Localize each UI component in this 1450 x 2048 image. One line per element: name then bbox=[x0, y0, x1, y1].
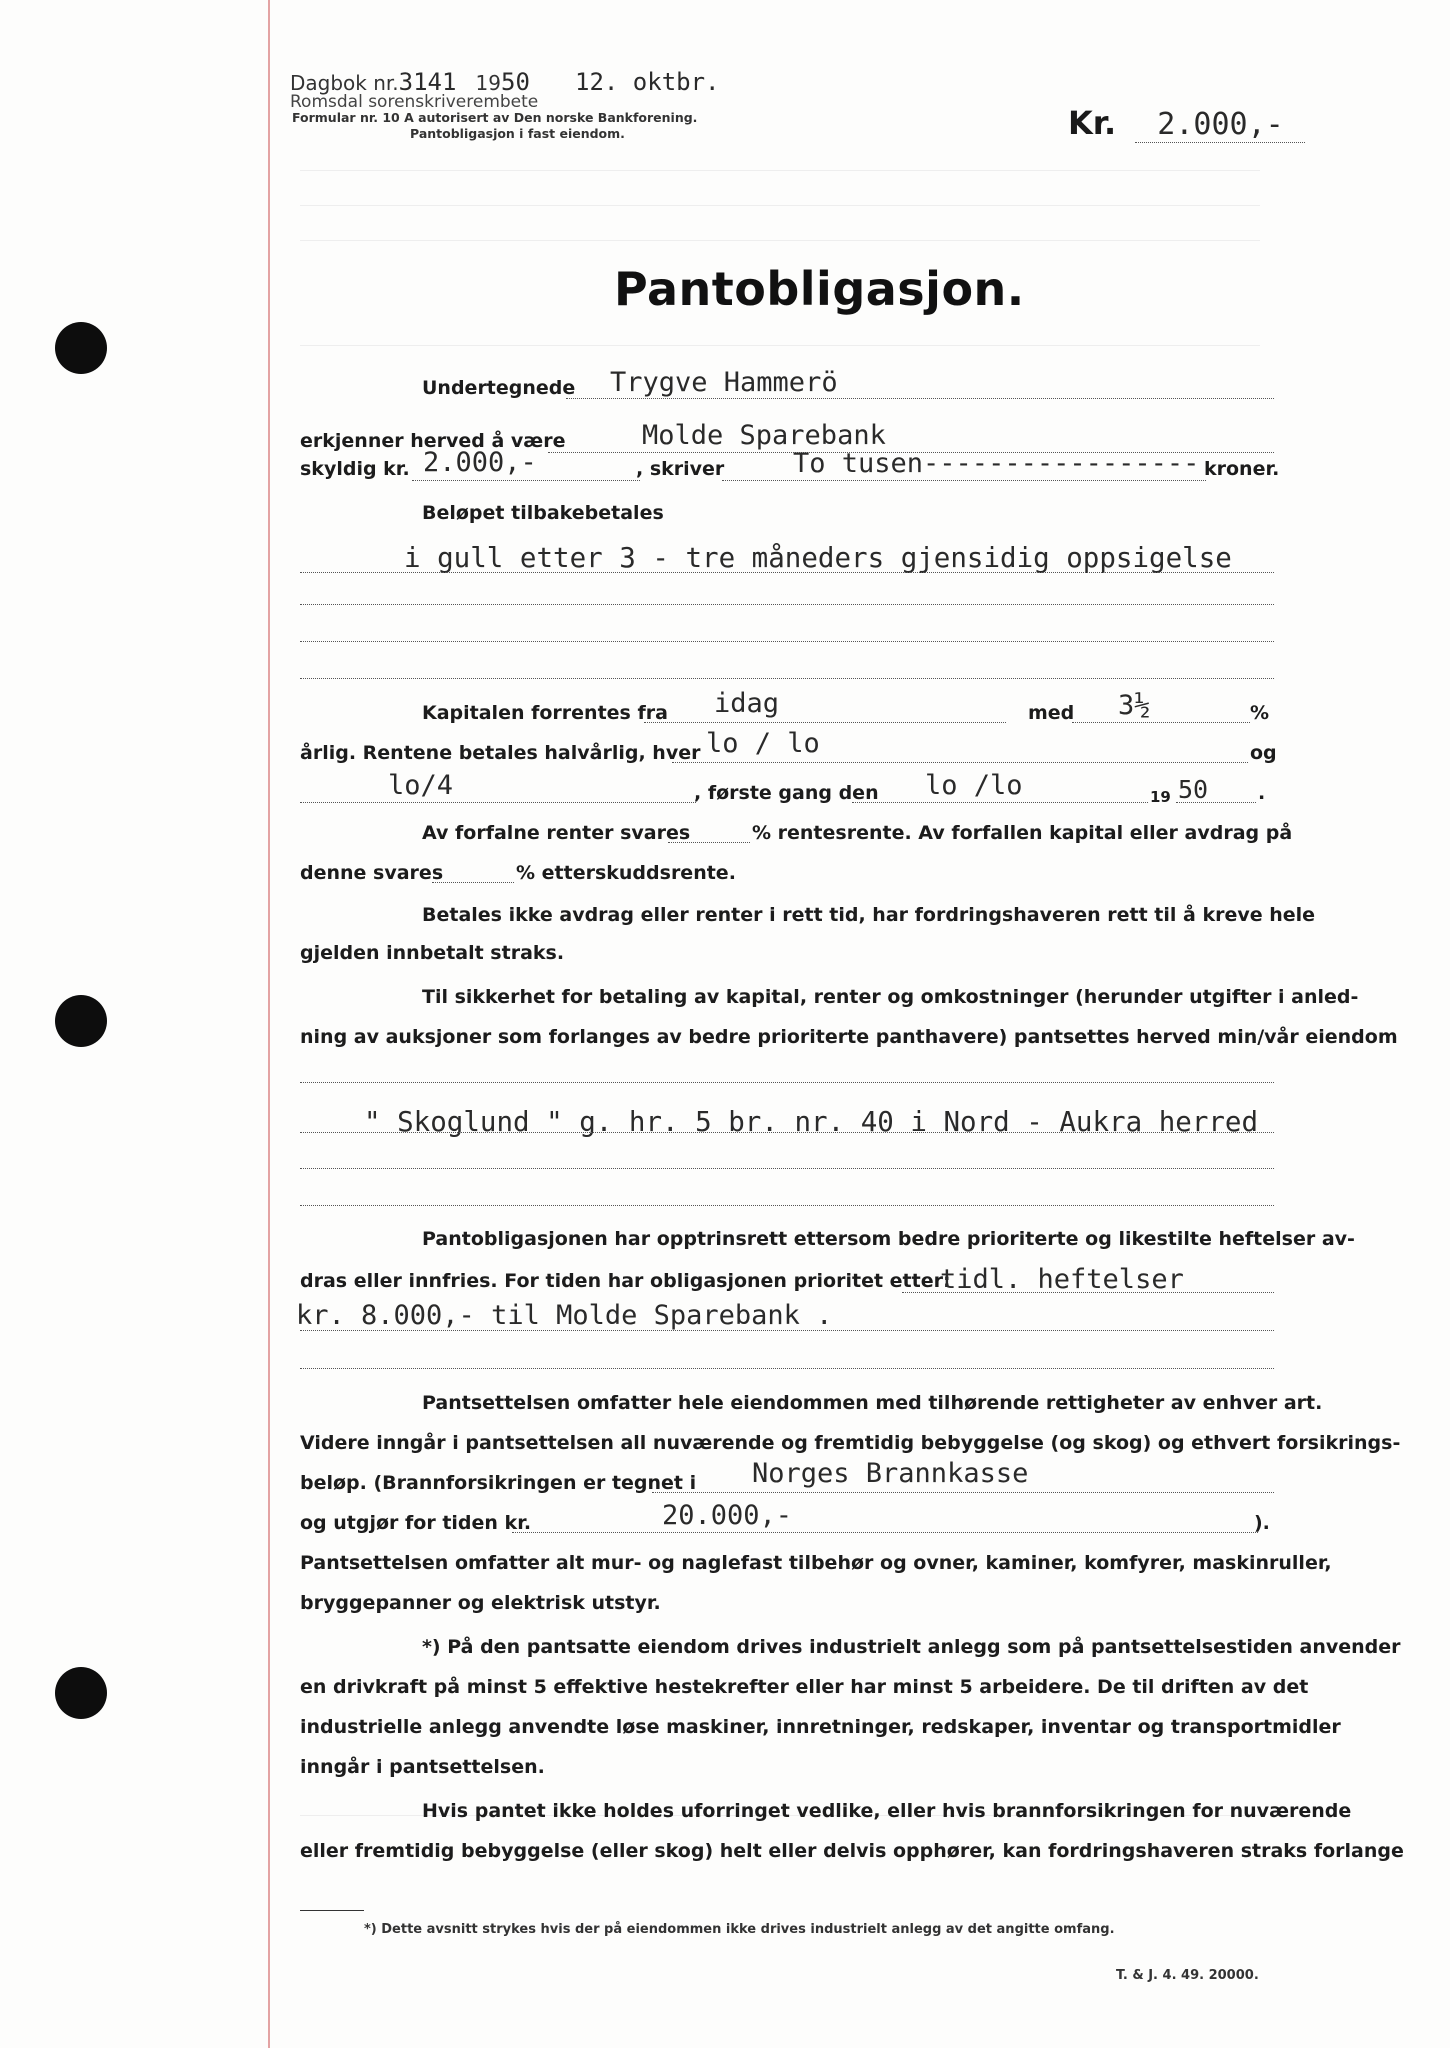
utgjor-value: 20.000,- bbox=[662, 1500, 793, 1531]
sikkerhet-line-2: ning av auksjoner som forlanges av bedre prioriterte panthavere) pantsettes herved min/vår eiendom bbox=[300, 1026, 1398, 1048]
industri-line-1: *) På den pantsatte eiendom drives industrielt anlegg som på pantsettelsestiden anvender bbox=[422, 1636, 1401, 1658]
industri-line-4: inngår i pantsettelsen. bbox=[300, 1756, 545, 1778]
belopet-line-4 bbox=[300, 678, 1274, 679]
belopet-value: i gull etter 3 - tre måneders gjensidig oppsigelse bbox=[404, 542, 1232, 574]
dagbok-date: 12. oktbr. bbox=[575, 68, 720, 96]
prioritet-line-2 bbox=[300, 1330, 1274, 1331]
skriver-value: To tusen----------------- bbox=[793, 448, 1200, 479]
forste-value: lo /lo bbox=[925, 770, 1023, 801]
kroner-label: kroner. bbox=[1204, 458, 1280, 480]
form-authorization: Formular nr. 10 A autorisert av Den norske Bankforening. bbox=[292, 110, 698, 125]
belopet-line-1 bbox=[300, 572, 1274, 573]
utgjor-line bbox=[512, 1532, 1258, 1533]
belopet-line-2 bbox=[300, 604, 1274, 605]
forfalne-text-2b: % etterskuddsrente. bbox=[516, 862, 736, 884]
belopet-line-3 bbox=[300, 641, 1274, 642]
court-stamp: Romsdal sorenskriverembete bbox=[290, 92, 539, 112]
forste-line bbox=[852, 802, 1148, 803]
prioritet-value-1: tidl. heftelser bbox=[940, 1264, 1184, 1295]
skyldig-label: skyldig kr. bbox=[300, 458, 410, 480]
industri-line-3: industrielle anlegg anvendte løse maskiner, innretninger, redskaper, inventar og transportmidler bbox=[300, 1716, 1341, 1738]
punch-hole bbox=[55, 995, 107, 1047]
med-label: med bbox=[1028, 702, 1075, 724]
renter-value-2: lo/4 bbox=[388, 770, 454, 801]
renter-line-1 bbox=[672, 762, 1248, 763]
prioritet-line-1 bbox=[902, 1292, 1274, 1293]
omfatter-line-2: Videre inngår i pantsettelsen all nuværende og fremtidig bebyggelse (og skog) og ethvert forsikrings- bbox=[300, 1432, 1401, 1454]
prioritet-line-3 bbox=[300, 1368, 1274, 1369]
forfalne-text-1a: Av forfalne renter svares bbox=[422, 822, 691, 844]
year-line bbox=[1176, 802, 1256, 803]
dagbok-year: 50 bbox=[501, 68, 530, 96]
utgjor-label: og utgjør for tiden kr. bbox=[300, 1512, 532, 1534]
belopet-label: Beløpet tilbakebetales bbox=[422, 502, 664, 524]
skriver-line bbox=[722, 480, 1206, 481]
kapitalen-label: Kapitalen forrentes fra bbox=[422, 702, 668, 724]
property-line-4 bbox=[300, 1205, 1274, 1206]
renter-value-1: lo / lo bbox=[706, 728, 820, 759]
renter-label: årlig. Rentene betales halvårlig, hver bbox=[300, 742, 701, 764]
omfatter-line-1: Pantsettelsen omfatter hele eiendommen med tilhørende rettigheter av enhver art. bbox=[422, 1392, 1323, 1414]
undertegnede-label: Undertegnede bbox=[422, 377, 576, 399]
dagbok-label: Dagbok nr. bbox=[290, 71, 399, 95]
rate-value: 3½ bbox=[1118, 690, 1151, 721]
year-value: 50 bbox=[1178, 775, 1209, 804]
vedlike-line-1: Hvis pantet ikke holdes uforringet vedlike, eller hvis brannforsikringen for nuværende bbox=[422, 1800, 1352, 1822]
dagbok-year-prefix: 19 bbox=[475, 71, 501, 95]
skriver-label: , skriver bbox=[636, 458, 725, 480]
undertegnede-line bbox=[566, 398, 1274, 399]
margin-rule bbox=[268, 0, 270, 2048]
betales-line-2: gjelden innbetalt straks. bbox=[300, 942, 565, 964]
og-label: og bbox=[1250, 742, 1277, 764]
document-title: Pantobligasjon. bbox=[614, 262, 1025, 316]
etterskudd-line bbox=[432, 882, 514, 883]
kapitalen-line bbox=[644, 722, 1006, 723]
renter-line-2 bbox=[300, 802, 696, 803]
vedlike-line-2: eller fremtidig bebyggelse (eller skog) helt eller delvis opphører, kan fordringshaveren straks forlange bbox=[300, 1840, 1404, 1862]
betales-line-1: Betales ikke avdrag eller renter i rett tid, har fordringshaveren rett til å kreve hele bbox=[422, 904, 1316, 926]
form-type: Pantobligasjon i fast eiendom. bbox=[410, 126, 625, 141]
property-line-2 bbox=[300, 1132, 1274, 1133]
year-prefix: 19 bbox=[1150, 788, 1171, 806]
erkjenner-label: erkjenner herved å være bbox=[300, 430, 566, 452]
printer-mark: T. & J. 4. 49. 20000. bbox=[1116, 1968, 1259, 1983]
utgjor-end: ). bbox=[1254, 1512, 1270, 1534]
year-dot: . bbox=[1258, 782, 1266, 804]
footnote-rule bbox=[300, 1910, 364, 1911]
brann-line bbox=[652, 1492, 1274, 1493]
prioritet-value-2: kr. 8.000,- til Molde Sparebank . bbox=[296, 1300, 833, 1331]
property-line-1 bbox=[300, 1082, 1274, 1083]
industri-line-2: en drivkraft på minst 5 effektive hestekrefter eller har minst 5 arbeidere. De til driften av det bbox=[300, 1676, 1309, 1698]
punch-hole bbox=[55, 1667, 107, 1719]
property-line-3 bbox=[300, 1168, 1274, 1169]
brann-label: beløp. (Brannforsikringen er tegnet i bbox=[300, 1472, 697, 1494]
kr-amount: 2.000,- bbox=[1157, 107, 1284, 142]
property-value: " Skoglund " g. hr. 5 br. nr. 40 i Nord - Aukra herred bbox=[364, 1106, 1259, 1138]
kapitalen-value: idag bbox=[714, 688, 780, 719]
amount-header bbox=[1068, 104, 1284, 142]
kr-label: Kr. bbox=[1068, 104, 1117, 142]
skyldig-line bbox=[412, 480, 640, 481]
opptrinsrett-line-2: dras eller innfries. For tiden har obligasjonen prioritet etter: bbox=[300, 1270, 951, 1292]
sikkerhet-line-1: Til sikkerhet for betaling av kapital, renter og omkostninger (herunder utgifter i anled- bbox=[422, 986, 1359, 1008]
opptrinsrett-line-1: Pantobligasjonen har opptrinsrett ettersom bedre prioriterte og likestilte heftelser av- bbox=[422, 1228, 1355, 1250]
dagbok-number: 3141 bbox=[398, 68, 457, 96]
rentesrente-line bbox=[668, 842, 750, 843]
forfalne-text-1b: % rentesrente. Av forfallen kapital eller avdrag på bbox=[752, 822, 1293, 844]
erkjenner-value: Molde Sparebank bbox=[642, 420, 886, 451]
footnote: *) Dette avsnitt strykes hvis der på eiendommen ikke drives industrielt anlegg av det angitte omfang. bbox=[364, 1922, 1115, 1937]
rate-percent: % bbox=[1250, 702, 1270, 724]
kr-underline bbox=[1135, 142, 1305, 143]
tilbehor-line-2: bryggepanner og elektrisk utstyr. bbox=[300, 1592, 661, 1614]
forste-label: , første gang den bbox=[694, 782, 879, 804]
rate-line bbox=[1072, 722, 1250, 723]
punch-hole bbox=[55, 322, 107, 374]
forfalne-text-2a: denne svares bbox=[300, 862, 444, 884]
skyldig-value: 2.000,- bbox=[423, 447, 537, 478]
brann-value: Norges Brannkasse bbox=[752, 1458, 1029, 1489]
undertegnede-value: Trygve Hammerö bbox=[610, 367, 838, 398]
tilbehor-line-1: Pantsettelsen omfatter alt mur- og naglefast tilbehør og ovner, kaminer, komfyrer, maskinruller, bbox=[300, 1552, 1332, 1574]
